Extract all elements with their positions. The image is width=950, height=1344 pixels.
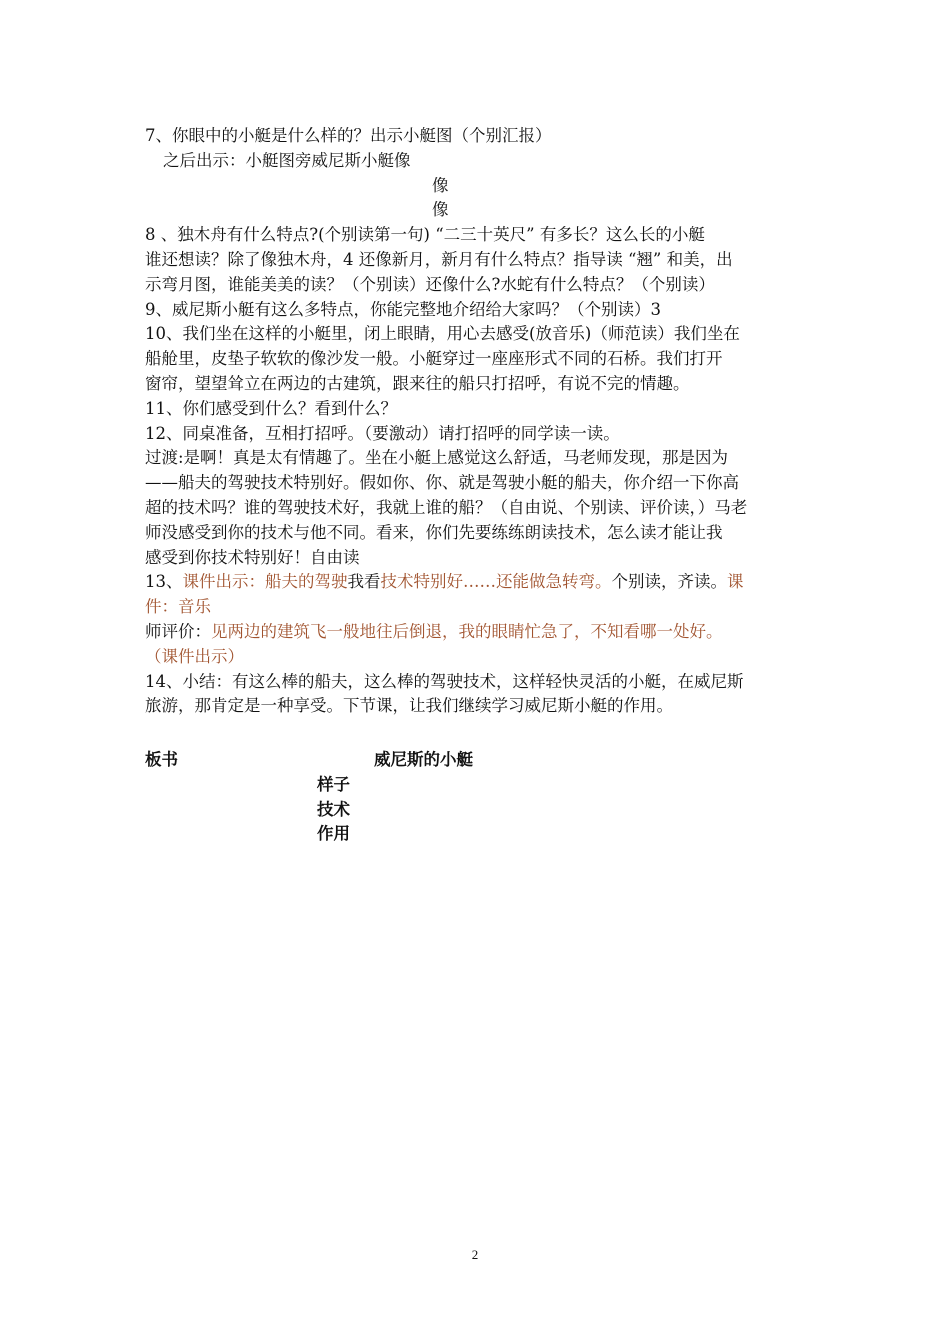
text-line: 像 [432,200,449,220]
courseware-note: （课件出示） [145,646,244,666]
text-line-13 [145,570,813,595]
text-line: 船舱里，皮垫子软软的像沙发一般。小艇穿过一座座形式不同的石桥。我们打开 [145,349,723,369]
lesson-body [145,124,813,719]
text-line: 谁还想读？除了像独木舟，4 还像新月，新月有什么特点？指导读 “翘” 和美，出 [145,249,733,269]
text-line: 11、你们感受到什么？看到什么？ [145,398,397,418]
text-line: 过渡:是啊！真是太有情趣了。坐在小艇上感觉这么舒适，马老师发现，那是因为 [145,448,729,468]
text-line: 14、小结：有这么棒的船夫，这么棒的驾驶技术，这样轻快灵活的小艇，在威尼斯 [145,671,744,691]
text-line: 师没感受到你的技术与他不同。看来，你们先要练练朗读技术，怎么读才能让我 [145,522,723,542]
text-line: 8 、独木舟有什么特点?(个别读第一句) “二三十英尺” 有多长？这么长的小艇 [145,225,705,245]
text-line: 示弯月图，谁能美美的读？（个别读）还像什么?水蛇有什么特点？（个别读） [145,274,715,294]
board-item: 技术 [317,799,350,819]
text-line: 旅游，那肯定是一种享受。下节课，让我们继续学习威尼斯小艇的作用。 [145,696,673,716]
item-number: 13、 [145,572,183,592]
text-line: 感受到你技术特别好！自由读 [145,547,360,567]
text-line: 12、同桌准备，互相打招呼。（要激动）请打招呼的同学读一读。 [145,423,620,443]
text-line: 像 [432,175,449,195]
text-line: 之后出示：小艇图旁威尼斯小艇像 [163,150,411,170]
courseware-note: 技术特别好……还能做急转弯。 [380,572,612,592]
board-label: 板书 [145,750,178,769]
page-number: 2 [471,1247,479,1262]
board-item: 样子 [317,774,350,794]
courseware-note: 课件出示：船夫的驾驶 [182,572,348,592]
courseware-note: 课 [727,572,744,592]
text-line: 超的技术吗？谁的驾驶技术好，我就上谁的船？（自由说、个别读、评价读，）马老 [145,497,748,517]
text-line: 7、你眼中的小艇是什么样的？出示小艇图（个别汇报） [145,126,552,145]
courseware-note: 件：音乐 [145,597,211,617]
inline-text: 个别读，齐读。 [611,572,727,592]
blackboard-outline [145,748,745,847]
teacher-comment [145,620,813,645]
text-line: 9、威尼斯小艇有这么多特点，你能完整地介绍给大家吗？（个别读）3 [145,299,661,319]
board-title: 威尼斯的小艇 [374,750,473,769]
text-line: 10、我们坐在这样的小艇里，闭上眼睛，用心去感受(放音乐)（师范读）我们坐在 [145,324,740,344]
text-line: ——船夫的驾驶技术特别好。假如你、你、就是驾驶小艇的船夫，你介绍一下你高 [145,473,739,493]
inline-text: 我看 [347,572,381,592]
inline-text: 师评价： [145,621,211,641]
board-item: 作用 [317,824,350,844]
text-line: 窗帘，望望耸立在两边的古建筑，跟来往的船只打招呼，有说不完的情趣。 [145,373,690,393]
courseware-note: 见两边的建筑飞一般地往后倒退，我的眼睛忙急了，不知看哪一处好。 [211,621,723,641]
